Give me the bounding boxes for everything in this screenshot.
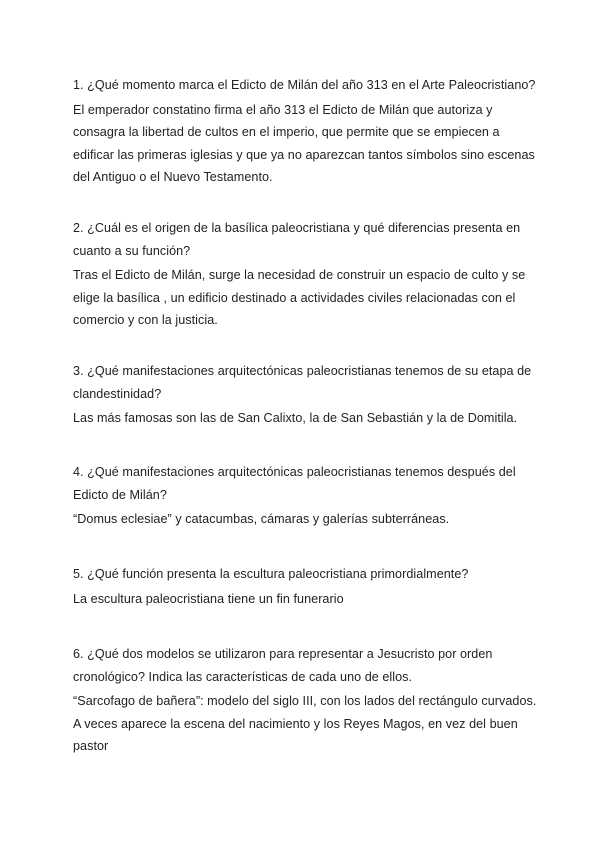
answer-4: “Domus eclesiae” y catacumbas, cámaras y galerías subterráneas.	[73, 512, 450, 526]
question-4: 4. ¿Qué manifestaciones arquitectónicas paleocristianas tenemos después del Edicto de Milán?	[73, 465, 516, 502]
question-3: 3. ¿Qué manifestaciones arquitectónicas paleocristianas tenemos de su etapa de clandestinidad?	[73, 364, 532, 401]
question-2: 2. ¿Cuál es el origen de la basílica paleocristiana y qué diferencias presenta en cuanto a su función?	[73, 221, 521, 258]
qa-item-6	[73, 643, 543, 758]
qa-item-1	[73, 74, 543, 189]
answer-2: Tras el Edicto de Milán, surge la necesidad de construir un espacio de culto y se elige la basílica , un edificio destinado a actividades civiles relacionadas con el comercio y con la justicia.	[73, 268, 526, 327]
qa-item-5	[73, 563, 543, 610]
answer-3: Las más famosas son las de San Calixto, la de San Sebastián y la de Domitila.	[73, 411, 518, 425]
qa-item-3	[73, 360, 543, 430]
qa-item-2	[73, 217, 543, 332]
answer-1: El emperador constatino firma el año 313 el Edicto de Milán que autoriza y consagra la libertad de cultos en el imperio, que permite que se empiecen a edificar las primeras iglesias y que ya no aparezcan tantos símbolos sino escenas del Antiguo o el Nuevo Testamento.	[73, 102, 535, 184]
question-5: 5. ¿Qué función presenta la escultura paleocristiana primordialmente?	[73, 567, 469, 581]
answer-5: La escultura paleocristiana tiene un fin funerario	[73, 591, 344, 606]
qa-item-4	[73, 461, 543, 531]
question-1: 1. ¿Qué momento marca el Edicto de Milán del año 313 en el Arte Paleocristiano?	[73, 78, 536, 92]
question-6: 6. ¿Qué dos modelos se utilizaron para representar a Jesucristo por orden cronológico? Indica las características de cada uno de ellos.	[73, 647, 493, 684]
answer-6: “Sarcofago de bañera”: modelo del siglo III, con los lados del rectángulo curvados. A veces aparece la escena del nacimiento y los Reyes Magos, en vez del buen pastor	[73, 694, 537, 753]
